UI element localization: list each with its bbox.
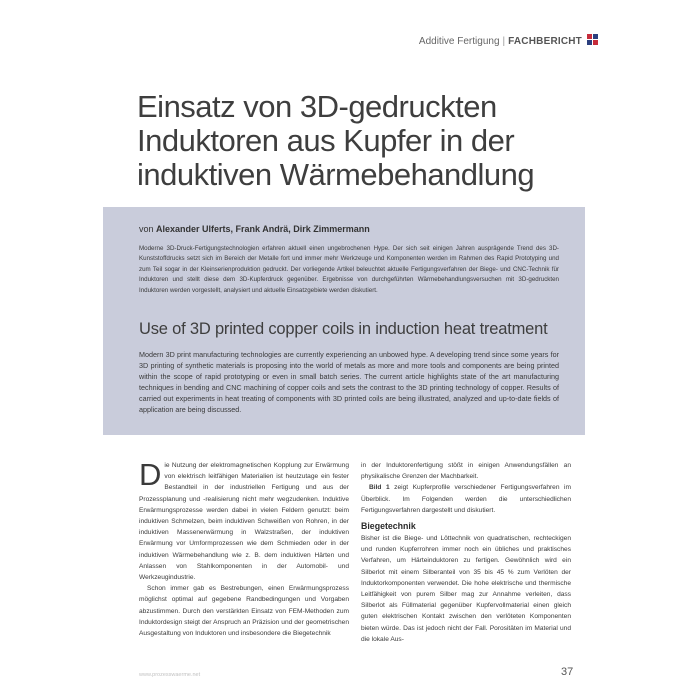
intro-paragraph <box>139 457 349 583</box>
figure-reference-text: zeigt Kupferprofile verschiedener Fertigungsverfahren im Überblick. Im Folgenden werden die unterschiedlichen Fertigungsverfahren dargestellt und diskutiert. <box>361 484 572 514</box>
footer-url: www.prozesswaerme.net <box>139 672 201 678</box>
authors-names: Alexander Ulferts, Frank Andrä, Dirk Zimmermann <box>156 224 370 234</box>
body-paragraph: Schon immer gab es Bestrebungen, einen Erwärmungsprozess möglichst optimal auf gegebene Randbedingungen und Vorgaben abzustimmen. Durch den verstärkten Einsatz von FEM-Methoden zum Induktordesign steigt der Anspruch an Präzision und der geometrischen Ausgestaltung von Induktoren und insbesondere die Biegetechnik <box>139 585 349 638</box>
body-paragraph-continued: in der Induktorenfertigung stößt in einigen Anwendungsfällen an physikalische Grenzen der Machbarkeit. <box>361 462 571 481</box>
article-title: Einsatz von 3D-gedruckten Induktoren aus Kupfer in der induktiven Wärmebehandlung <box>137 89 535 192</box>
english-title: Use of 3D printed copper coils in induction heat treatment <box>139 320 548 338</box>
logo-square-red-2 <box>593 40 598 45</box>
authors-line <box>139 224 370 234</box>
header-category: Additive Fertigung <box>418 36 500 47</box>
body-column-1 <box>139 457 349 639</box>
drop-cap: D <box>139 457 162 492</box>
publisher-logo-icon <box>587 34 599 46</box>
body-column-2 <box>361 460 571 645</box>
section-heading: Biegetechnik <box>361 521 416 532</box>
abstract-german: Moderne 3D-Druck-Fertigungstechnologien erfahren aktuell einen ungebrochenen Hype. Der sich seit einigen Jahren ausprägende Trend des 3D-Kunststoffdrucks setzt sich im Bereich der Metalle fort und immer mehr Werkzeuge und Komponenten werden im Rahmen des Rapid Prototyping und zum Teil sogar in der Kleinserienproduktion gedruckt. Der vorliegende Artikel beleuchtet aktuelle Fertigungsverfahren der Biege- und CNC-Technik für Induktoren und stellt diese dem 3D-Kupferdruck gegenüber. Ergebnisse von durchgeführten Wärmebehandlungsversuchen mit 3D-gedruckten Induktoren werden vorgestellt, analysiert und aktuelle Einsatzgebiete werden diskutiert. <box>139 245 559 294</box>
section-paragraph: Bisher ist die Biege- und Löttechnik von quadratischen, rechteckigen und runden Kupferrohren immer noch ein übliches und praktisches Verfahren, um Härteinduktoren zu fertigen. Gewöhnlich wird ein Silberlot mit einem Silberanteil von 35 bis 45 % zum Verlöten der Induktorkomponenten verwendet. Die hohe elektrische und thermische Leitfähigkeit von purem Silber mag zur Annahme verleiten, dass Silberlot als Füllmaterial gegenüber Kupfervollmaterial einen gleich guten elektrischen Kontakt zwischen den verlöteten Komponenten bieten würde. Das ist jedoch nicht der Fall. Porositäten im Material und die lokale Aus- <box>361 535 571 643</box>
header-separator: | <box>502 36 506 47</box>
abstract-english: Modern 3D print manufacturing technologies are currently experiencing an unbowed hype. A developing trend since some years for 3D printing of synthetic materials is proposing into the world of metals as more and more tools and components are being printed within the scope of rapid prototyping or even in small batch series. The current article highlights state of the art manufacturing techniques in bending and CNC machining of copper coils and sets the contrast to the 3D printing technology of copper. Results of carried out experiments in heat treating of components with 3D printed coils are being illustrated, analyzed and up-to-date fields of application are being discussed. <box>139 350 559 414</box>
abstract-box <box>103 207 585 435</box>
logo-square-blue <box>593 34 598 39</box>
logo-square-red <box>587 34 592 39</box>
authors-prefix: von <box>139 224 157 234</box>
logo-square-blue-2 <box>587 40 592 45</box>
header-section: FACHBERICHT <box>508 36 582 47</box>
figure-reference: Bild 1 <box>369 484 390 492</box>
page-number: 37 <box>561 666 574 678</box>
intro-text: ie Nutzung der elektromagnetischen Kopplung zur Erwärmung von elektrisch leitfähigen Materialien ist heutzutage ein fester Bestandteil in der industriellen Fertigung und aus der Prozessplanung und -realisierung nicht mehr wegzudenken. Induktive Erwärmungsprozesse werden dabei in vielen Feldern genutzt: beim induktiven Schmelzen, beim induktiven Schweißen von Rohren, in der induktiven Massenerwärmung in Walzstraßen, der induktiven Erwärmung vor Umformprozessen wie dem Schmieden oder in der induktiven Wärmebehandlung wie z. B. dem induktiven Härten und Anlassen von Stahlkomponenten in der Automobil- und Werkzeugindustrie. <box>139 462 349 582</box>
figure-reference-paragraph <box>361 482 571 516</box>
running-header <box>419 36 582 47</box>
